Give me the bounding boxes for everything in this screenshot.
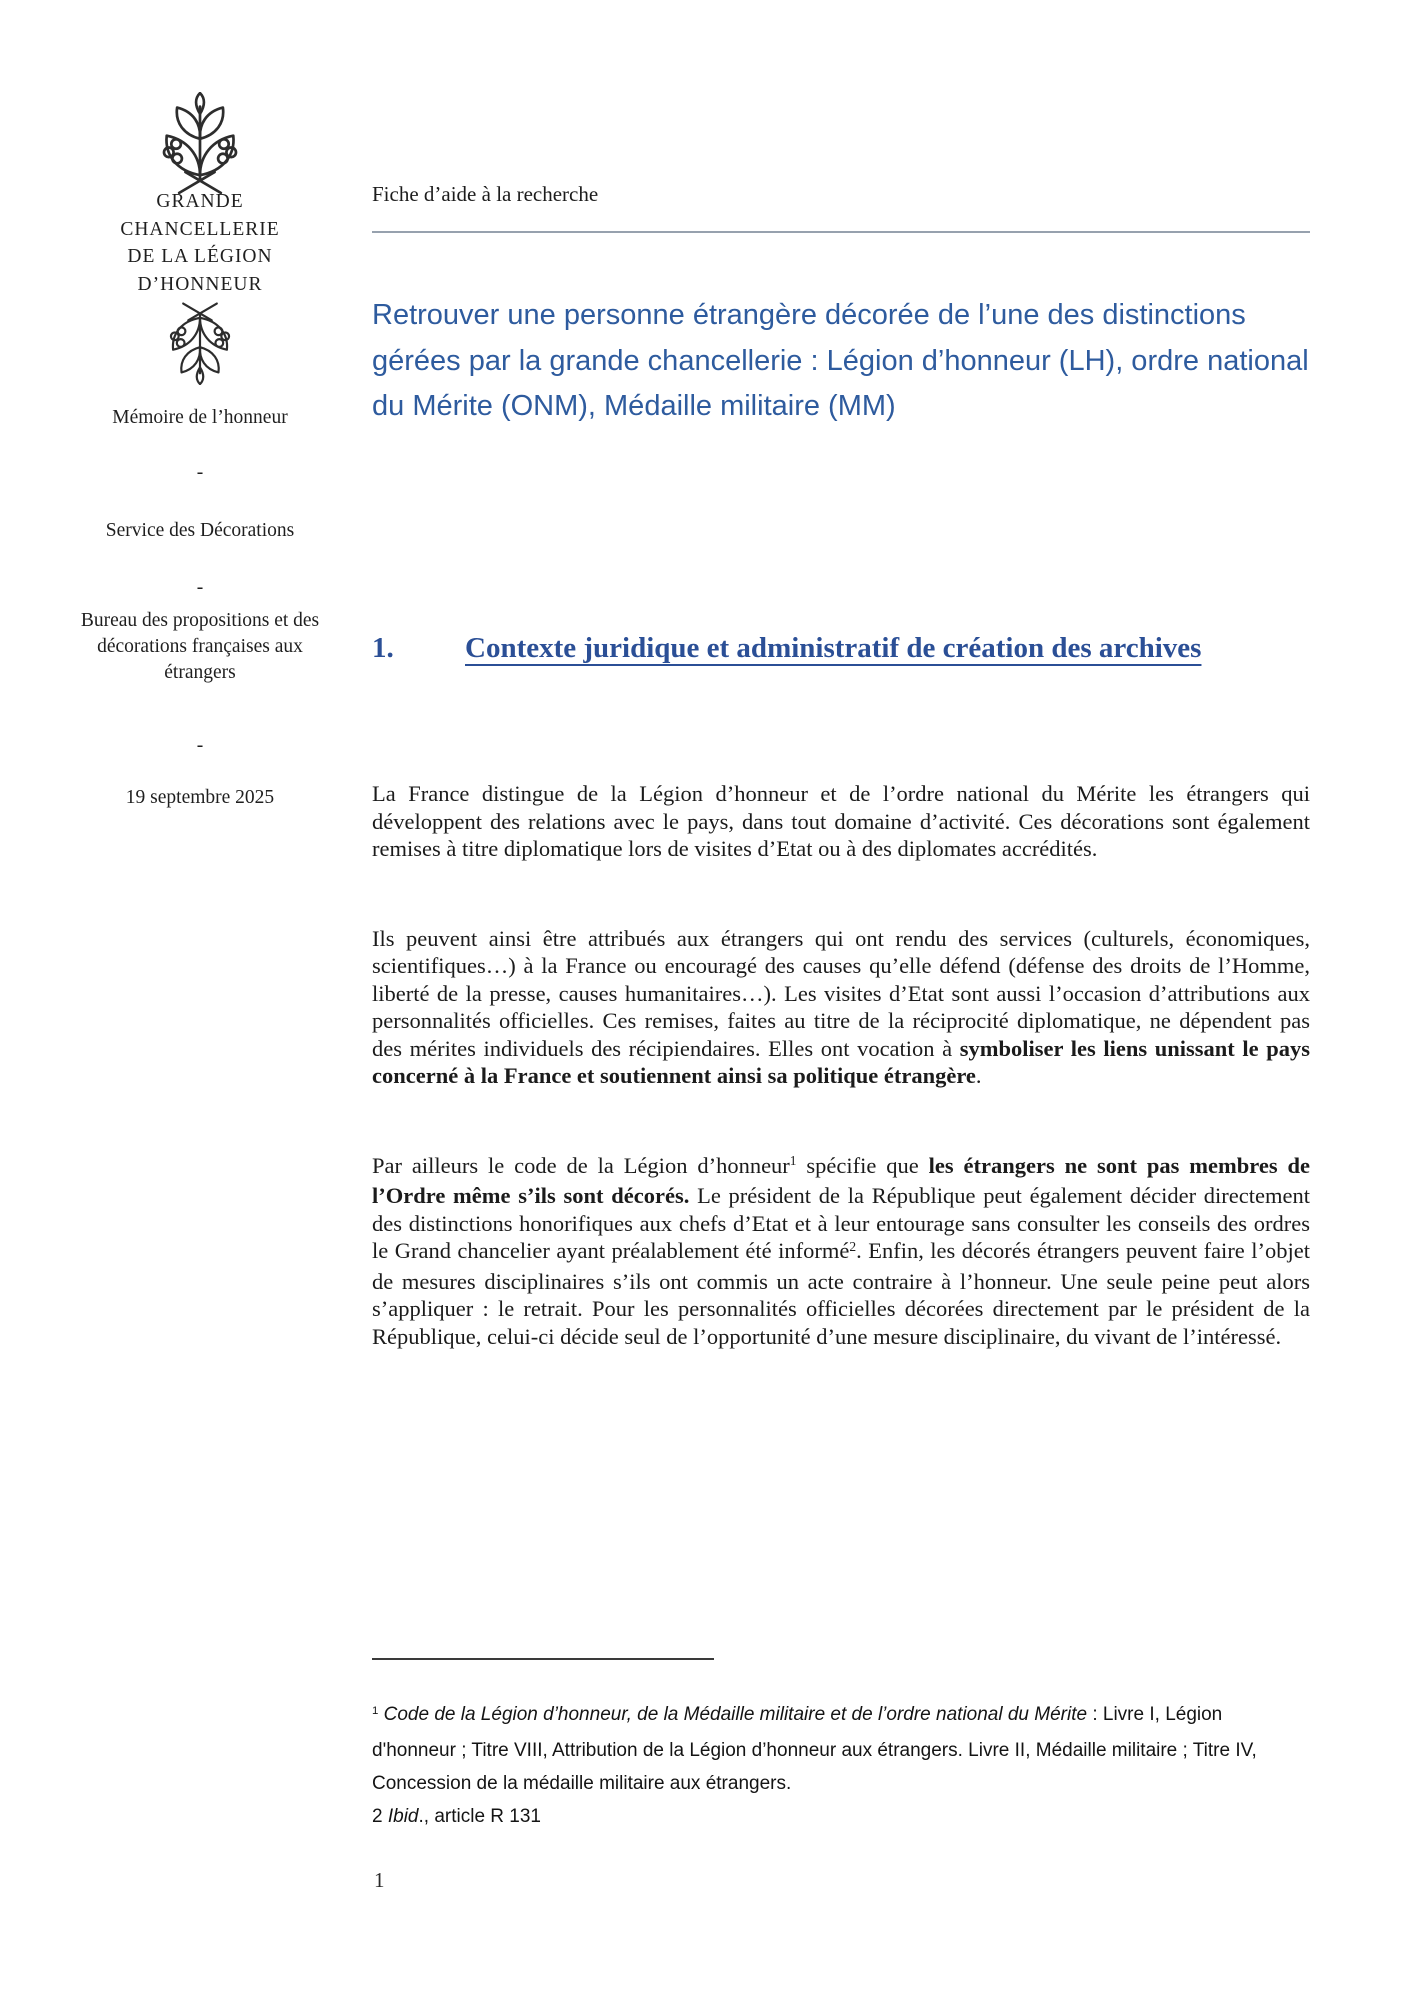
org-name-line: CHANCELLERIE <box>120 218 280 240</box>
footnote-separator <box>372 1658 714 1660</box>
org-name <box>55 188 345 298</box>
org-name-line: D’HONNEUR <box>137 273 263 295</box>
sidebar-separator-dash: - <box>196 577 204 598</box>
page-number: 1 <box>374 1868 385 1892</box>
sidebar-service: Service des Décorations <box>105 520 295 541</box>
org-name-line: GRANDE <box>156 191 244 212</box>
footnote: 2 Ibid., article R 131 <box>372 1806 541 1827</box>
paragraph: La France distingue de la Légion d’honneur et de l’ordre national du Mérite les étrangers qui développent des relations avec le pays, dans tout domaine d’activité. Ces décorations sont également remises à titre diplomatique lors de visites d’Etat ou à des diplomates accrédités. <box>372 781 1310 861</box>
document-date: 19 septembre 2025 <box>125 787 275 808</box>
footnotes <box>372 1698 1310 1833</box>
section-heading <box>372 622 1310 675</box>
org-name-line: DE LA LÉGION <box>127 246 273 267</box>
sidebar-bureau <box>55 608 345 686</box>
main-content <box>372 0 1310 2000</box>
laurel-emblem-small-icon <box>55 301 345 390</box>
sidebar-mission: Mémoire de l’honneur <box>112 407 288 428</box>
paragraph: Par ailleurs le code de la Légion d’honneur$^1$ spécifie que les étrangers ne sont pas membres de l’Ordre même s’ils sont décorés. Le président de la République peut également décider directement des distinctions honorifiques aux chefs d’Etat et à leur entourage sans consulter les conseils des ordres le Grand chancelier ayant préalablement été informé$^2$. Enfin, les décorés étrangers peuvent faire l’objet de mesures disciplinaires s’ils ont commis un acte contraire à l’honneur. Une seule peine peut alors s’appliquer : le retrait. Pour les personnalités officielles décorées directement par le président de la République, celui-ci décide seul de l’opportunité d’une mesure disciplinaire, du vivant de l’intéressé. <box>372 1152 1311 1349</box>
footnote: $^1$ Code de la Légion d’honneur, de la Médaille militaire et de l’ordre national du Mérite : Livre I, Légion d'honneur ; Titre VIII, Attribution de la Légion d’honneur aux étrangers. Livre II, Médaille militaire ; Titre IV, Concession de la médaille militaire aux étrangers. <box>372 1704 1257 1794</box>
section-number: 1. <box>372 632 394 665</box>
section-heading-text: Contexte juridique et administratif de création des archives <box>465 632 1202 665</box>
body-copy <box>372 780 1310 1412</box>
sidebar-bureau-text: Bureau des propositions et des décorations françaises aux étrangers <box>80 610 320 683</box>
sidebar <box>55 88 345 908</box>
sidebar-separator-dash: - <box>196 462 204 483</box>
document-kicker: Fiche d’aide à la recherche <box>372 182 599 206</box>
laurel-emblem-icon <box>55 92 345 201</box>
header-divider <box>372 231 1310 233</box>
document-title: Retrouver une personne étrangère décorée de l’une des distinctions gérées par la grande chancellerie : Légion d’honneur (LH), ordre national du Mérite (ONM), Médaille militaire (MM) <box>372 299 1309 423</box>
paragraph: Ils peuvent ainsi être attribués aux étrangers qui ont rendu des services (culturels, économiques, scientifiques…) à la France ou encouragé des causes qu’elle défend (défense des droits de l’Homme, liberté de la presse, causes humanitaires…). Les visites d’Etat sont aussi l’occasion d’attributions aux personnalités officielles. Ces remises, faites au titre de la réciprocité diplomatique, ne dépendent pas des mérites individuels des récipiendaires. Elles ont vocation à symboliser les liens unissant le pays concerné à la France et soutiennent ainsi sa politique étrangère. <box>372 925 1310 1088</box>
sidebar-separator-dash: - <box>196 735 204 756</box>
